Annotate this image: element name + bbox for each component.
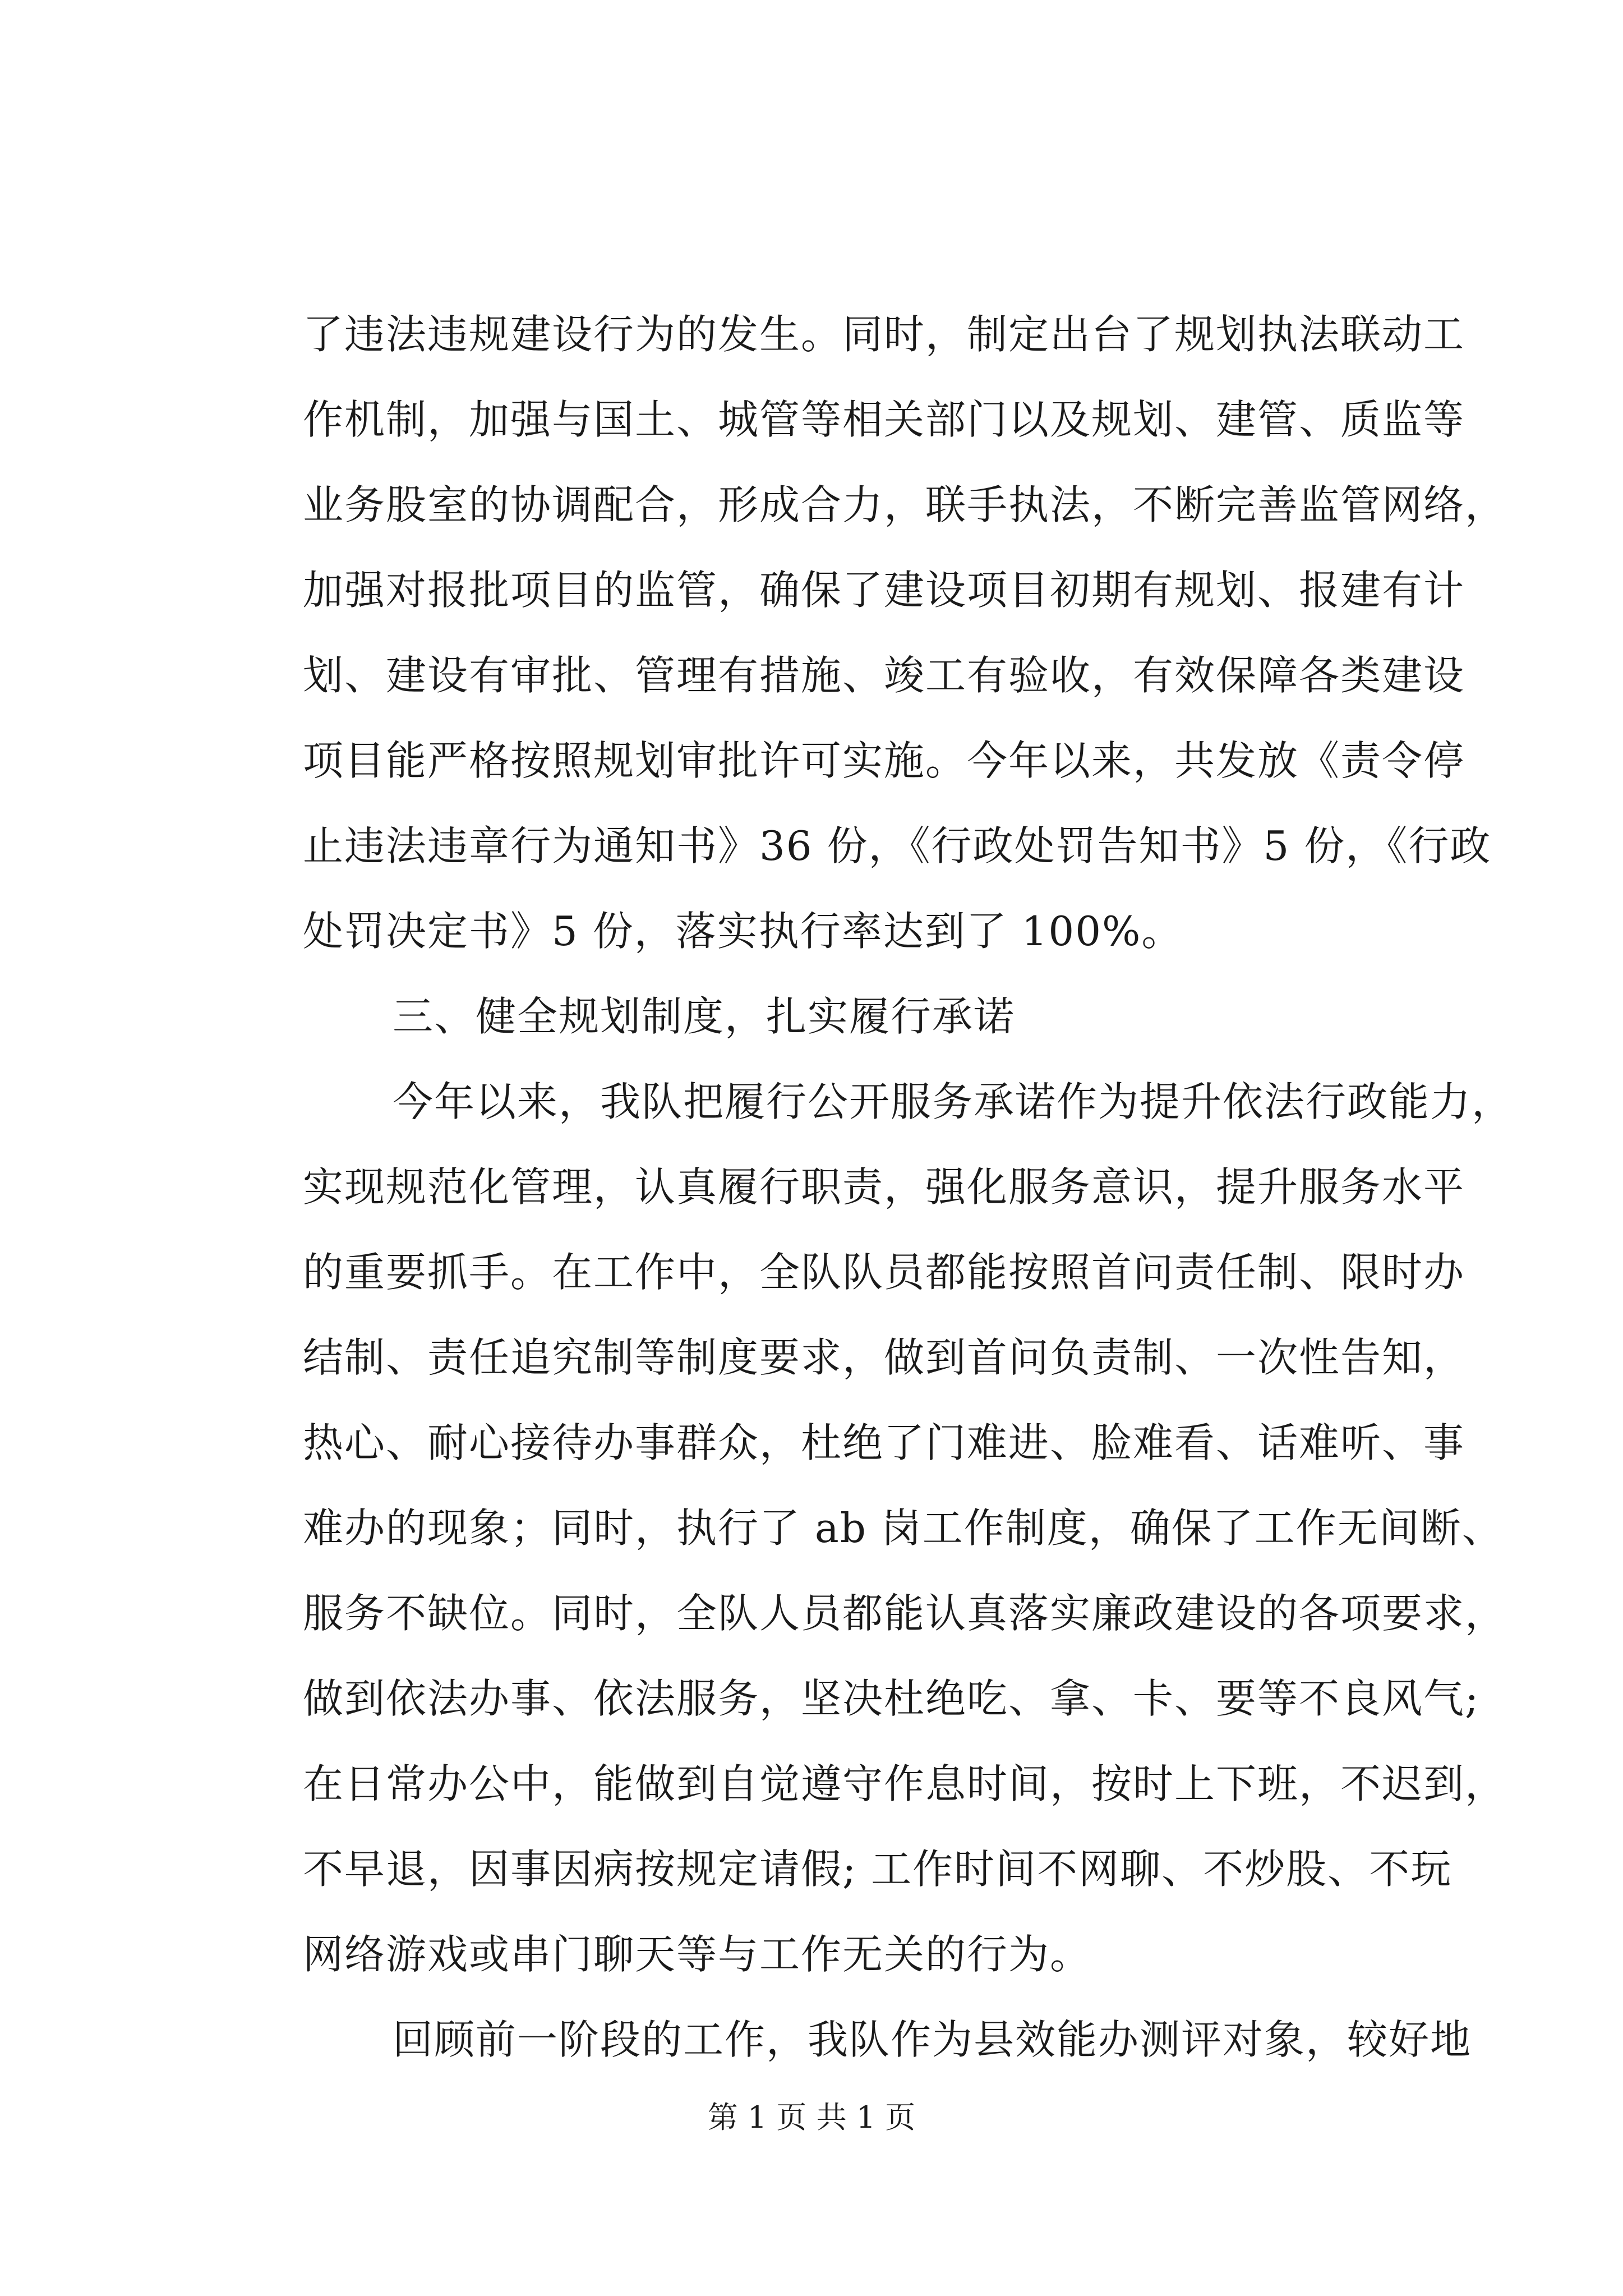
text-line-13: 结制、责任追究制等制度要求，做到首问负责制、一次性告知，	[303, 1334, 1465, 1381]
text-line-10: 今年以来，我队把履行公开服务承诺作为提升依法行政能力，	[393, 1078, 1514, 1125]
text-line-16: 服务不缺位。同时，全队人员都能认真落实廉政建设的各项要求，	[303, 1590, 1507, 1637]
text-line-11: 实现规范化管理，认真履行职责，强化服务意识，提升服务水平	[303, 1163, 1465, 1211]
text-line-17: 做到依法办事、依法服务，坚决杜绝吃、拿、卡、要等不良风气;	[303, 1675, 1480, 1722]
text-line-12: 的重要抓手。在工作中，全队队员都能按照首问责任制、限时办	[303, 1249, 1465, 1296]
text-line-4: 加强对报批项目的监管，确保了建设项目初期有规划、报建有计	[303, 567, 1465, 614]
text-line-21: 回顾前一阶段的工作，我队作为县效能办测评对象，较好地	[393, 2016, 1472, 2063]
text-line-7: 止违法违章行为通知书》36 份，《行政处罚告知书》5 份，《行政	[303, 822, 1492, 869]
text-line-20: 网络游戏或串门聊天等与工作无关的行为。	[303, 1931, 1092, 1978]
section-heading: 三、健全规划制度，扎实履行承诺	[393, 993, 1016, 1040]
text-line-19: 不早退，因事因病按规定请假; 工作时间不网聊、不炒股、不玩	[303, 1846, 1453, 1893]
text-line-3: 业务股室的协调配合，形成合力，联手执法，不断完善监管网络，	[303, 481, 1507, 528]
page-number-footer: 第 1 页 共 1 页	[707, 2100, 916, 2135]
text-line-18: 在日常办公中，能做到自觉遵守作息时间，按时上下班，不迟到，	[303, 1760, 1507, 1807]
text-line-5: 划、建设有审批、管理有措施、竣工有验收，有效保障各类建设	[303, 652, 1465, 699]
text-line-8: 处罚决定书》5 份，落实执行率达到了 100%。	[303, 908, 1183, 955]
text-line-14: 热心、耐心接待办事群众，杜绝了门难进、脸难看、话难听、事	[303, 1419, 1465, 1466]
text-line-1: 了违法违规建设行为的发生。同时，制定出台了规划执法联动工	[303, 311, 1465, 358]
text-line-15: 难办的现象；同时，执行了 ab 岗工作制度，确保了工作无间断、	[303, 1504, 1504, 1552]
text-line-6: 项目能严格按照规划审批许可实施。今年以来，共发放《责令停	[303, 737, 1465, 784]
text-line-2: 作机制，加强与国土、城管等相关部门以及规划、建管、质监等	[303, 396, 1465, 443]
